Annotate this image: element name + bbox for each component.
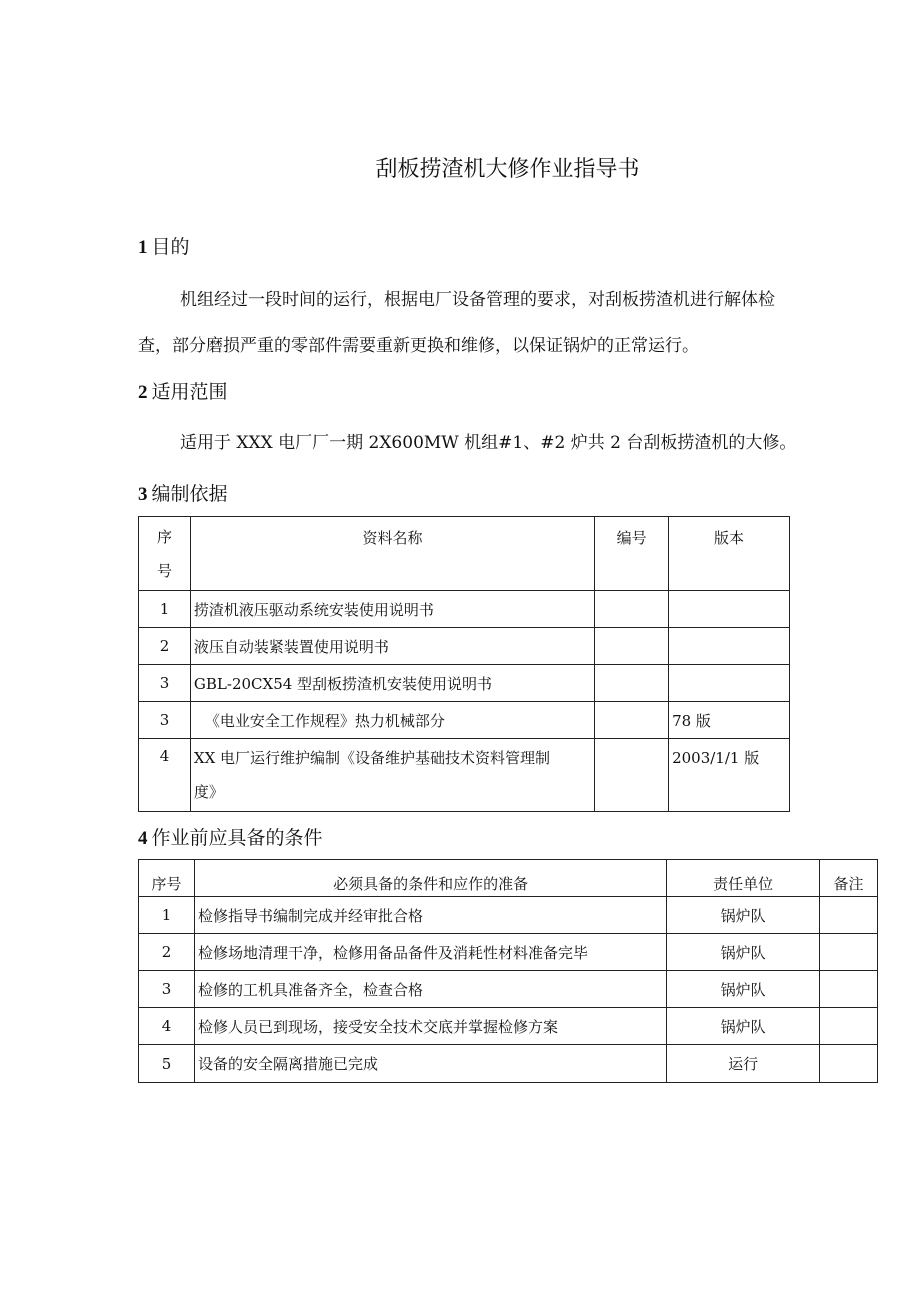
row-version (669, 591, 790, 628)
table-row (139, 1045, 878, 1083)
row-note (820, 971, 878, 1008)
row-note (820, 934, 878, 971)
row-condition: 设备的安全隔离措施已完成 (194, 1045, 666, 1083)
row-name-line-1: XX 电厂运行维护编制《设备维护基础技术资料管理制 (193, 749, 551, 767)
header-seq-line-2: 号 (156, 561, 172, 580)
section-2-number: 2 (138, 382, 148, 403)
row-seq: 3 (139, 971, 195, 1008)
table-row (139, 1008, 878, 1045)
table-row (139, 591, 790, 628)
table-header-row (139, 517, 790, 591)
table-row (139, 897, 878, 934)
table-row (139, 702, 790, 739)
row-note (820, 897, 878, 934)
section-1-line-2: 查，部分磨损严重的零部件需要重新更换和维修，以保证锅炉的正常运行。 (138, 336, 699, 356)
table-row (139, 665, 790, 702)
section-1-line-1: 机组经过一段时间的运行，根据电厂设备管理的要求，对刮板捞渣机进行解体检 (180, 290, 775, 310)
section-3-number: 3 (138, 484, 148, 505)
table-row (139, 628, 790, 665)
row-version: 78 版 (669, 702, 790, 739)
header-version: 版本 (669, 517, 790, 591)
section-1-title: 目的 (151, 236, 190, 258)
row-name: 捞渣机液压驱动系统安装使用说明书 (190, 591, 594, 628)
row-version (669, 628, 790, 665)
row-name: 液压自动装紧装置使用说明书 (190, 628, 594, 665)
page-title: 刮板捞渣机大修作业指导书 (375, 157, 640, 182)
row-condition: 检修的工机具准备齐全，检查合格 (194, 971, 666, 1008)
table-header-row (139, 860, 878, 897)
row-code (595, 702, 669, 739)
reference-docs-table (138, 516, 790, 812)
row-seq: 5 (139, 1045, 195, 1083)
row-condition: 检修场地清理干净，检修用备品备件及消耗性材料准备完毕 (194, 934, 666, 971)
table-row (139, 934, 878, 971)
row-name (190, 739, 594, 812)
row-unit: 锅炉队 (667, 897, 820, 934)
header-note: 备注 (820, 860, 878, 897)
row-unit: 锅炉队 (667, 1008, 820, 1045)
row-seq: 1 (139, 591, 191, 628)
header-unit: 责任单位 (667, 860, 820, 897)
header-code: 编号 (595, 517, 669, 591)
row-seq: 2 (139, 934, 195, 971)
section-4-heading (138, 823, 323, 850)
row-unit: 锅炉队 (667, 934, 820, 971)
header-seq (139, 517, 191, 591)
row-unit: 锅炉队 (667, 971, 820, 1008)
row-name-line-2: 度》 (193, 783, 224, 801)
row-seq: 1 (139, 897, 195, 934)
row-version (669, 665, 790, 702)
row-seq: 3 (139, 665, 191, 702)
row-version: 2003/1/1 版 (669, 739, 790, 812)
row-name: GBL-20CX54 型刮板捞渣机安装使用说明书 (190, 665, 594, 702)
header-name: 资料名称 (190, 517, 594, 591)
preconditions-table (138, 859, 878, 1083)
row-note (820, 1008, 878, 1045)
section-2-title: 适用范围 (151, 381, 228, 403)
row-condition: 检修人员已到现场，接受安全技术交底并掌握检修方案 (194, 1008, 666, 1045)
section-3-title: 编制依据 (151, 483, 228, 505)
section-2-line-1: 适用于 XXX 电厂厂一期 2X600MW 机组#1、#2 炉共 2 台刮板捞渣机的大修。 (180, 433, 797, 453)
row-code (595, 591, 669, 628)
row-code (595, 739, 669, 812)
section-4-number: 4 (138, 828, 148, 849)
row-code (595, 628, 669, 665)
row-name: 《电业安全工作规程》热力机械部分 (190, 702, 594, 739)
section-4-title: 作业前应具备的条件 (151, 827, 323, 849)
table-row (139, 971, 878, 1008)
row-seq: 4 (139, 1008, 195, 1045)
section-3-heading (138, 479, 228, 506)
table-row (139, 739, 790, 812)
section-1-heading (138, 232, 190, 259)
row-code (595, 665, 669, 702)
row-seq: 2 (139, 628, 191, 665)
header-seq: 序号 (139, 860, 195, 897)
section-2-heading (138, 377, 228, 404)
row-unit: 运行 (667, 1045, 820, 1083)
header-seq-line-1: 序 (156, 527, 172, 546)
section-1-number: 1 (138, 237, 148, 258)
header-condition: 必须具备的条件和应作的准备 (194, 860, 666, 897)
row-note (820, 1045, 878, 1083)
row-seq: 4 (139, 739, 191, 812)
row-seq: 3 (139, 702, 191, 739)
row-condition: 检修指导书编制完成并经审批合格 (194, 897, 666, 934)
